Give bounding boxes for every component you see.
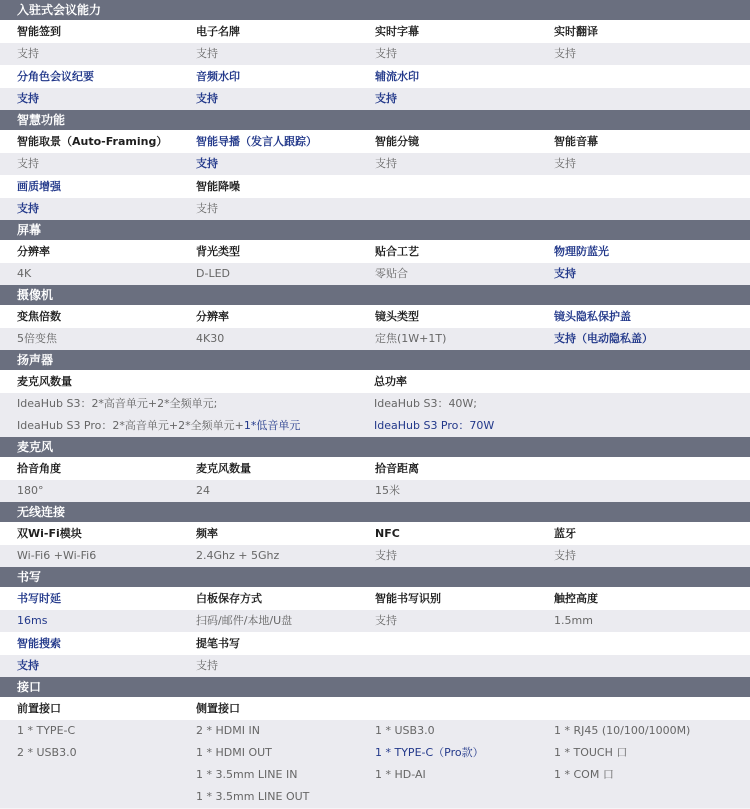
spec-label-row bbox=[0, 175, 750, 198]
spec-value-row bbox=[0, 153, 750, 175]
spec-value bbox=[537, 480, 750, 502]
spec-label: 拾音角度 bbox=[17, 462, 61, 475]
spec-label: 镜头隐私保护盖 bbox=[554, 310, 631, 323]
spec-label-row bbox=[0, 20, 750, 43]
spec-label bbox=[358, 697, 537, 720]
spec-label: 前置接口 bbox=[17, 702, 61, 715]
spec-value-row bbox=[0, 610, 750, 632]
spec-value: 定焦(1W+1T) bbox=[375, 332, 447, 345]
spec-value bbox=[358, 655, 537, 677]
spec-label: NFC bbox=[375, 527, 400, 540]
spec-value bbox=[537, 786, 750, 808]
spec-label: 辅流水印 bbox=[375, 70, 419, 83]
spec-value: 4K bbox=[17, 267, 32, 280]
spec-value bbox=[537, 655, 750, 677]
spec-value: 5倍变焦 bbox=[17, 332, 57, 345]
spec-value-row bbox=[0, 198, 750, 220]
section-header: 书写 bbox=[0, 567, 750, 587]
spec-value: 支持 bbox=[196, 659, 218, 672]
spec-value-row bbox=[0, 263, 750, 285]
spec-label: 实时字幕 bbox=[375, 25, 419, 38]
spec-label: 音频水印 bbox=[196, 70, 240, 83]
spec-label: 智能书写识别 bbox=[375, 592, 441, 605]
spec-value bbox=[0, 786, 179, 808]
spec-label bbox=[537, 697, 750, 720]
spec-value: 24 bbox=[196, 484, 210, 497]
spec-label: 麦克风数量 bbox=[17, 375, 72, 388]
spec-value: 支持 bbox=[196, 47, 218, 60]
spec-label: 实时翻译 bbox=[554, 25, 598, 38]
spec-value: IdeaHub S3：40W; bbox=[374, 397, 478, 410]
spec-label bbox=[537, 175, 750, 198]
spec-value: 1.5mm bbox=[554, 614, 593, 627]
spec-label-row bbox=[0, 65, 750, 88]
spec-label: 触控高度 bbox=[554, 592, 598, 605]
spec-value: 1 * HD-AI bbox=[375, 768, 426, 781]
spec-value-row bbox=[0, 393, 750, 415]
spec-value: 支持 bbox=[375, 614, 397, 627]
spec-value: 1 * 3.5mm LINE IN bbox=[196, 768, 298, 781]
spec-value: 支持 bbox=[554, 157, 576, 170]
spec-label-row bbox=[0, 370, 750, 393]
spec-value: IdeaHub S3：2*高音单元+2*全频单元; bbox=[17, 397, 218, 410]
section-header: 无线连接 bbox=[0, 502, 750, 522]
section-header: 麦克风 bbox=[0, 437, 750, 457]
spec-value: 支持 bbox=[554, 47, 576, 60]
spec-label: 智能音幕 bbox=[554, 135, 598, 148]
spec-value: 1 * TOUCH 口 bbox=[554, 746, 628, 759]
spec-value-row bbox=[0, 328, 750, 350]
spec-label: 提笔书写 bbox=[196, 637, 240, 650]
spec-value: 支持 bbox=[17, 659, 39, 672]
spec-value: 支持 bbox=[196, 157, 218, 170]
spec-value: 1 * 3.5mm LINE OUT bbox=[196, 790, 310, 803]
spec-label: 白板保存方式 bbox=[196, 592, 262, 605]
spec-value-row bbox=[0, 720, 750, 742]
section-header: 扬声器 bbox=[0, 350, 750, 370]
spec-value: 支持 bbox=[375, 92, 397, 105]
spec-label: 分辨率 bbox=[17, 245, 50, 258]
spec-label: 物理防蓝光 bbox=[554, 245, 609, 258]
spec-value: 零贴合 bbox=[375, 267, 408, 280]
spec-value: 180° bbox=[17, 484, 44, 497]
spec-value-row bbox=[0, 88, 750, 110]
spec-label bbox=[358, 175, 537, 198]
spec-label bbox=[358, 632, 537, 655]
spec-value-row bbox=[0, 480, 750, 502]
spec-value-row bbox=[0, 655, 750, 677]
section-header: 入驻式会议能力 bbox=[0, 0, 750, 20]
spec-value: D-LED bbox=[196, 267, 230, 280]
spec-label-row bbox=[0, 697, 750, 720]
spec-value: 支持 bbox=[17, 92, 39, 105]
spec-label bbox=[537, 457, 750, 480]
spec-value: 2 * HDMI IN bbox=[196, 724, 260, 737]
spec-value: 支持（电动隐私盖） bbox=[554, 332, 653, 345]
section-header: 智慧功能 bbox=[0, 110, 750, 130]
spec-value bbox=[358, 198, 537, 220]
spec-label: 麦克风数量 bbox=[196, 462, 251, 475]
spec-value: 1 * COM 口 bbox=[554, 768, 614, 781]
spec-value: Wi-Fi6 +Wi-Fi6 bbox=[17, 549, 97, 562]
spec-value: 1 * TYPE-C bbox=[17, 724, 76, 737]
spec-value: 1 * HDMI OUT bbox=[196, 746, 272, 759]
spec-label: 智能分镜 bbox=[375, 135, 419, 148]
spec-value-row bbox=[0, 764, 750, 786]
spec-value-row bbox=[0, 786, 750, 808]
spec-value: 16ms bbox=[17, 614, 48, 627]
spec-value: IdeaHub S3 Pro：2*高音单元+2*全频单元+1*低音单元 bbox=[17, 419, 301, 432]
spec-label: 智能降噪 bbox=[196, 180, 240, 193]
spec-label-row bbox=[0, 305, 750, 328]
spec-value: 支持 bbox=[375, 47, 397, 60]
spec-label: 背光类型 bbox=[196, 245, 240, 258]
spec-label: 智能搜索 bbox=[17, 637, 61, 650]
spec-label: 镜头类型 bbox=[375, 310, 419, 323]
spec-value: 支持 bbox=[196, 92, 218, 105]
spec-value: 扫码/邮件/本地/U盘 bbox=[196, 614, 293, 627]
spec-label: 变焦倍数 bbox=[17, 310, 61, 323]
section-header: 摄像机 bbox=[0, 285, 750, 305]
spec-label: 分辨率 bbox=[196, 310, 229, 323]
spec-value: 支持 bbox=[17, 202, 39, 215]
spec-value-row bbox=[0, 545, 750, 567]
spec-value bbox=[537, 88, 750, 110]
spec-label: 双Wi-Fi模块 bbox=[17, 527, 82, 540]
spec-value: 4K30 bbox=[196, 332, 225, 345]
spec-label-row bbox=[0, 240, 750, 263]
spec-label: 贴合工艺 bbox=[375, 245, 419, 258]
spec-value: 支持 bbox=[17, 47, 39, 60]
spec-value-row bbox=[0, 742, 750, 764]
spec-label: 智能取景（Auto-Framing） bbox=[17, 135, 168, 148]
spec-value: 支持 bbox=[554, 267, 576, 280]
section-header: 屏幕 bbox=[0, 220, 750, 240]
spec-value: 支持 bbox=[17, 157, 39, 170]
spec-value: 支持 bbox=[375, 157, 397, 170]
spec-value bbox=[358, 786, 537, 808]
spec-label-row bbox=[0, 130, 750, 153]
spec-value: 1 * USB3.0 bbox=[375, 724, 435, 737]
spec-value-row bbox=[0, 415, 750, 437]
spec-label: 拾音距离 bbox=[375, 462, 419, 475]
spec-value: 15米 bbox=[375, 484, 400, 497]
spec-label-row bbox=[0, 522, 750, 545]
spec-value: 2.4Ghz + 5Ghz bbox=[196, 549, 280, 562]
spec-label: 蓝牙 bbox=[554, 527, 576, 540]
section-header: 接口 bbox=[0, 677, 750, 697]
spec-label: 书写时延 bbox=[17, 592, 61, 605]
spec-label: 频率 bbox=[196, 527, 218, 540]
spec-value: 2 * USB3.0 bbox=[17, 746, 77, 759]
spec-value: IdeaHub S3 Pro：70W bbox=[374, 419, 495, 432]
spec-label bbox=[537, 65, 750, 88]
spec-value bbox=[0, 764, 179, 786]
spec-value-row bbox=[0, 43, 750, 65]
spec-label: 总功率 bbox=[374, 375, 407, 388]
spec-label: 画质增强 bbox=[17, 180, 61, 193]
spec-value: 支持 bbox=[375, 549, 397, 562]
spec-label: 侧置接口 bbox=[196, 702, 240, 715]
spec-label-row bbox=[0, 632, 750, 655]
spec-value-highlight: 1*低音单元 bbox=[243, 419, 301, 432]
spec-value: 支持 bbox=[196, 202, 218, 215]
spec-label-row bbox=[0, 457, 750, 480]
spec-label bbox=[537, 632, 750, 655]
spec-value: 支持 bbox=[554, 549, 576, 562]
spec-value bbox=[537, 198, 750, 220]
spec-value: 1 * RJ45 (10/100/1000M) bbox=[554, 724, 691, 737]
spec-label: 分角色会议纪要 bbox=[17, 70, 94, 83]
spec-label-row bbox=[0, 587, 750, 610]
spec-value: 1 * TYPE-C（Pro款） bbox=[375, 746, 484, 759]
spec-label: 智能导播（发言人跟踪） bbox=[196, 135, 317, 148]
spec-label: 电子名牌 bbox=[196, 25, 240, 38]
spec-label: 智能签到 bbox=[17, 25, 61, 38]
